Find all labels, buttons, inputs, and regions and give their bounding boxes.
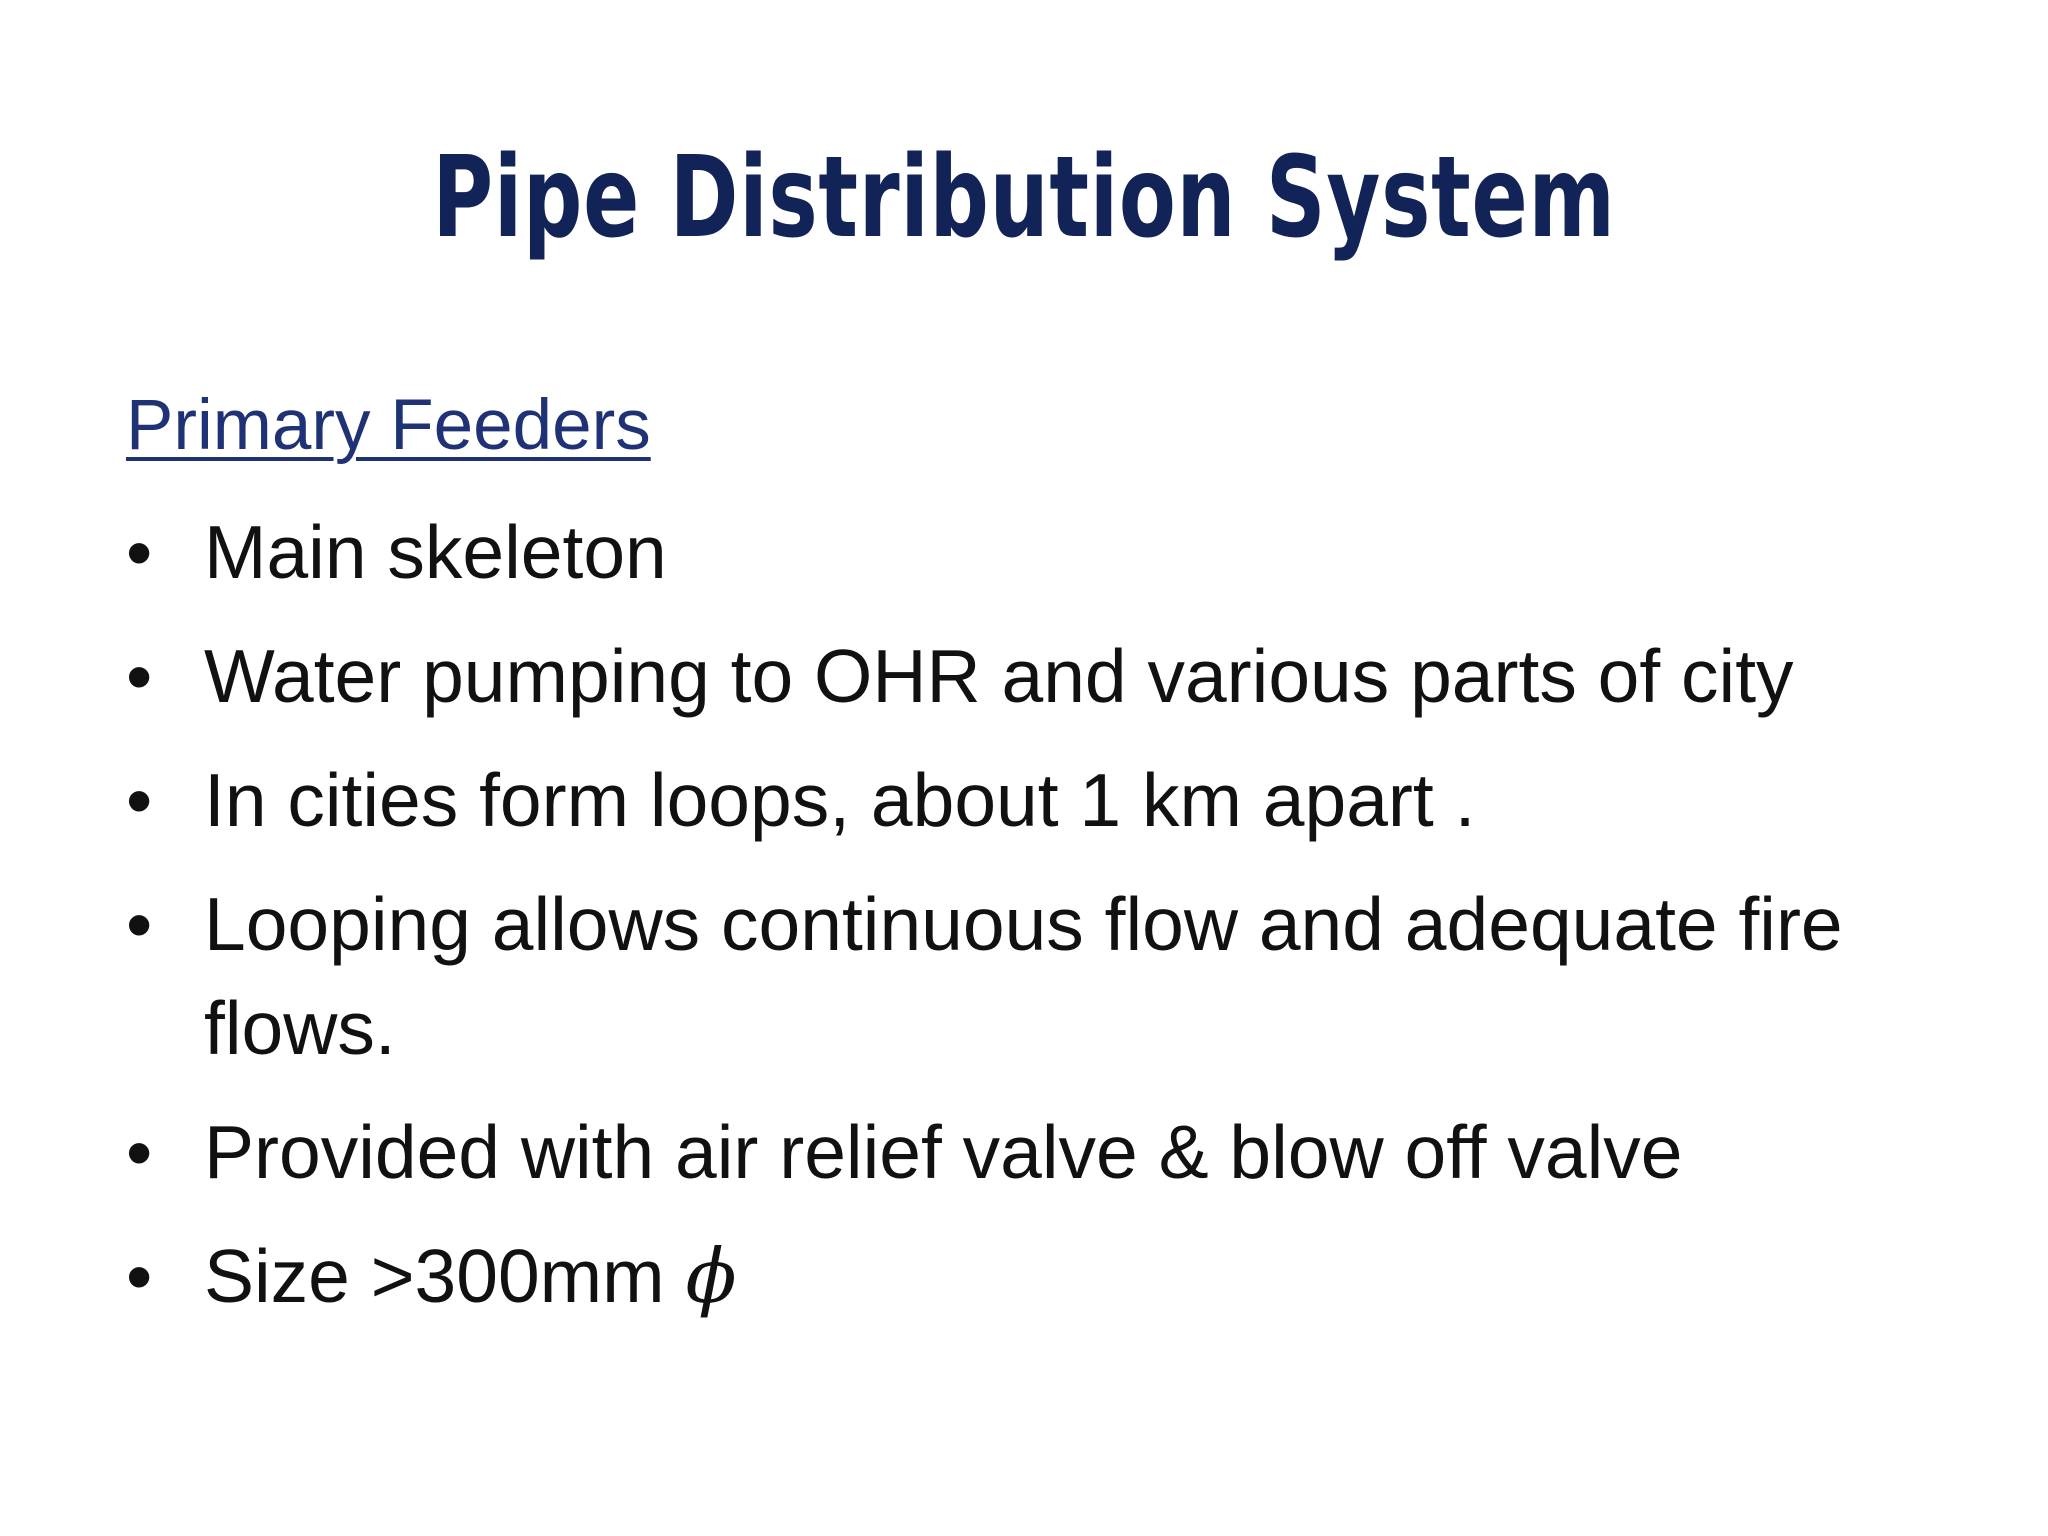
bullet-marker: • [126,1110,153,1194]
bullet-marker: • [126,882,153,966]
bullet-marker: • [126,758,153,842]
bullet-list [126,500,1966,1348]
bullet-marker: • [126,634,153,718]
bullet-text: Main skeleton [204,510,667,594]
diameter-symbol: ϕ [685,1232,737,1320]
bullet-text: Size >300mm [204,1234,665,1318]
bullet-item [126,872,1966,1080]
bullet-text: Provided with air relief valve & blow off valve [204,1110,1683,1194]
slide-title: Pipe Distribution System [432,133,1616,263]
bullet-item [126,748,1966,852]
bullet-text: Water pumping to OHR and various parts of city [204,634,1794,718]
bullet-marker: • [126,1234,153,1318]
bullet-item [126,624,1966,728]
bullet-item [126,500,1966,604]
bullet-text: Looping allows continuous flow and adequate fire flows. [204,882,1843,1070]
bullet-item [126,1100,1966,1204]
bullet-text: In cities form loops, about 1 km apart . [204,758,1476,842]
bullet-marker: • [126,510,153,594]
section-subtitle: Primary Feeders [126,386,651,465]
bullet-item [126,1224,1966,1328]
